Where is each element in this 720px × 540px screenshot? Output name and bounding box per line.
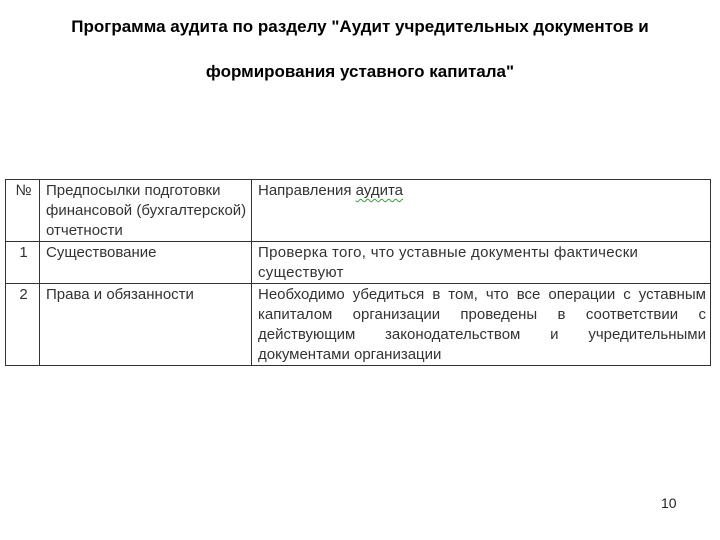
page-title-line-2: формирования уставного капитала" [205,62,515,81]
row-prerequisite: Права и обязанности [40,284,252,366]
table-row [6,242,711,284]
header-number: № [6,180,40,242]
audit-program-table [5,179,711,366]
row-number: 1 [6,242,40,284]
table-header-row [6,180,711,242]
row-number: 2 [6,284,40,366]
header-directions-prefix: Направления [258,182,356,199]
row-direction: Проверка того, что уставные документы фактически существуют [252,242,711,284]
table-row [6,284,711,366]
page-title-line-1: Программа аудита по разделу "Аудит учредительных документов и [71,17,649,36]
spellcheck-flagged-word: аудита [355,182,404,199]
header-prerequisites: Предпосылки подготовки финансовой (бухгалтерской) отчетности [40,180,252,242]
header-directions [252,180,711,242]
row-direction: Необходимо убедиться в том, что все операции с уставным капиталом организации проведены в соответствии с действующим законодательством и учредительными документами организации [252,284,711,366]
page-number: 10 [661,495,677,511]
row-prerequisite: Существование [40,242,252,284]
